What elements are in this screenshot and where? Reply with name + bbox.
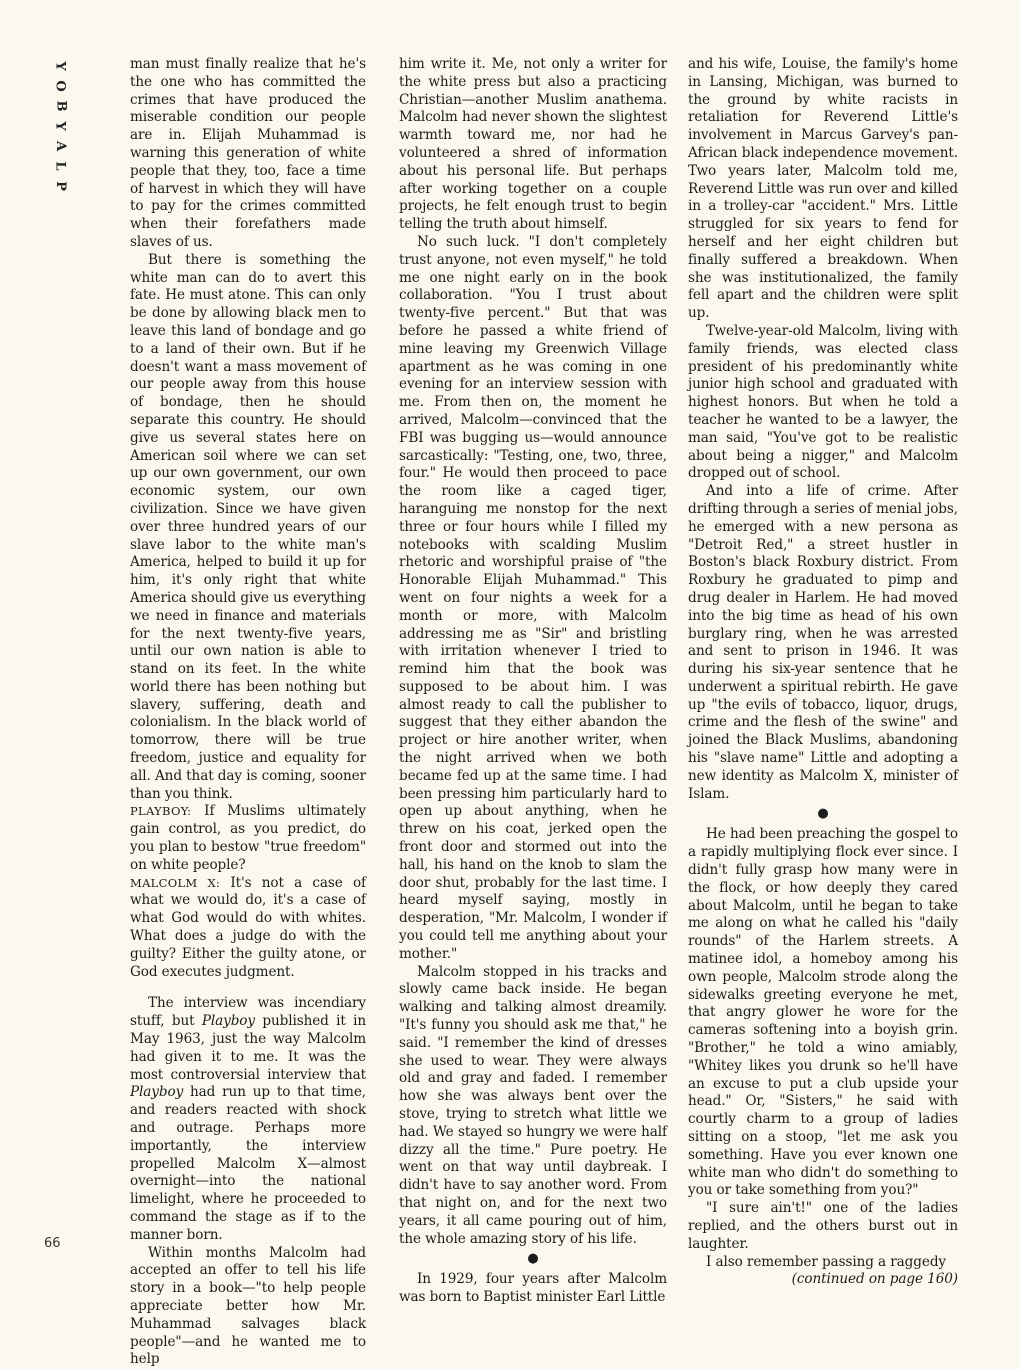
text-run: published it in May 1963, just the way Malcolm had given it to me. It was the most controversial interview that <box>130 1013 366 1083</box>
text-column-2 <box>399 56 667 1307</box>
paragraph: And into a life of crime. After drifting through a series of menial jobs, he emerged with a new persona as "Detroit Red," a street hustler in Boston's black Roxbury district. From Roxbury he graduated to pimp and drug dealer in Harlem. He had moved into the big time as head of his own burglary ring, when he was arrested and sent to prison in 1946. It was during his six-year sentence that he underwent a spiritual rebirth. He gave up "the evils of tobacco, liquor, drugs, crime and the flesh of the swine" and joined the Black Muslims, abandoning his "slave name" Little and adopting a new identity as Malcolm X, minister of Islam. <box>688 483 958 802</box>
magazine-title: Playboy <box>130 1084 184 1101</box>
paragraph: Within months Malcolm had accepted an offer to tell his life story in a book—"to help people appreciate better how Mr. Muhammad salvages black people"—and he wanted me to help <box>130 1244 366 1368</box>
paragraph: Twelve-year-old Malcolm, living with family friends, was elected class president of his predominantly white junior high school and graduated with highest honors. But when he told a teacher he wanted to be a lawyer, the man said, "You've got to be realistic about being a nigger," and Malcolm dropped out of school. <box>688 322 958 482</box>
paragraph: In 1929, four years after Malcolm was born to Baptist minister Earl Little <box>399 1271 667 1306</box>
paragraph: I also remember passing a raggedy <box>706 1253 947 1270</box>
paragraph: him write it. Me, not only a writer for the white press but also a practicing Christian—another Muslim anathema. Malcolm had never shown the slightest warmth toward me, nor had he volunteered a shred of information about his personal life. But perhaps after working together on a couple projects, he felt enough trust to begin telling the truth about himself. <box>399 56 667 233</box>
section-break-bullet: ● <box>817 806 829 822</box>
interview-question <box>130 803 366 874</box>
text-column-1 <box>130 56 366 1369</box>
sidebar-letter: L <box>52 161 68 171</box>
answer-text: It's not a case of what we would do, it's a case of what God would do with whites. What does a judge do with the guilty? Either the guilty atone, or God executes judgment. <box>130 874 366 980</box>
text-column-3 <box>688 56 958 1289</box>
paragraph: No such luck. "I don't completely trust anyone, not even myself," he told me one night early on in the book collaboration. "You I trust about twenty-five percent." But that was before he passed a white friend of mine leaving my Greenwich Village apartment as he was coming in one evening for an interview session with me. From then on, the moment he arrived, Malcolm—convinced that the FBI was bugging us—would announce sarcastically: "Testing, one, two, three, four." He would then proceed to pace the room like a caged tiger, haranguing me nonstop for the next three or four hours while I filled my notebooks with scalding Muslim rhetoric and worshipful praise of "the Honorable Elijah Muhammad." This went on four nights a week for a month or more, with Malcolm addressing me as "Sir" and bristling with irritation whenever I tried to remind him that the book was supposed to be about him. I was almost ready to call the publisher to suggest that they either abandon the project or hire another writer, when the night arrived when we both became fed up at the same time. I had been pressing him particularly hard to open up about anything, when he threw on his coat, jerked open the front door and stormed out into the hall, his hand on the knob to slam the door shut, probably for the last time. I heard myself saying, mostly in desperation, "Mr. Malcolm, I wonder if you could tell me anything about your mother." <box>399 233 667 962</box>
speaker-label: PLAYBOY: <box>130 804 192 819</box>
sidebar-letter: P <box>53 181 68 191</box>
sidebar-letter: Y <box>53 61 68 71</box>
paragraph: and his wife, Louise, the family's home in Lansing, Michigan, was burned to the ground by white racists in retaliation for Reverend Little's involvement in Marcus Garvey's pan-African black independence movement. Two years later, Malcolm told me, Reverend Little was run over and killed in a trolley-car "accident." Mrs. Little struggled for six years to fend for herself and her eight children but finally suffered a breakdown. When she was institutionalized, the family fell apart and the children were split up. <box>688 56 958 322</box>
paragraph: He had been preaching the gospel to a rapidly multiplying flock ever since. I didn't fully grasp how many were in the flock, or how deeply they cared about Malcolm, until he began to take me along on what he called his "daily rounds" of the Harlem streets. A matinee idol, a homeboy among his own people, Malcolm strode along the sidewalks greeting everyone he met, that angry glower he wore for the cameras softening into a boyish grin. "Brother," he told a wino amiably, "Whitey likes you drunk so he'll have an excuse to put a club upside your head." Or, "Sisters," he said with courtly charm to a group of ladies sitting on a stoop, "let me ask you something. Have you ever known one white man who didn't do something to you or take something from you?" <box>688 826 958 1199</box>
sidebar-letter: B <box>53 100 68 112</box>
paragraph <box>130 995 366 1244</box>
sidebar-letter: O <box>52 80 68 92</box>
interview-answer <box>130 875 366 982</box>
magazine-sidebar-logo <box>50 56 70 196</box>
question-text: If Muslims ultimately gain control, as you predict, do you plan to bestow "true freedom" on white people? <box>130 803 366 873</box>
magazine-title: Playboy <box>201 1013 255 1030</box>
section-break-bullet: ● <box>527 1251 539 1267</box>
continued-line[interactable]: (continued on page 160) <box>791 1271 958 1288</box>
page-number: 66 <box>44 1236 61 1251</box>
sidebar-letter: Y <box>53 121 68 131</box>
sidebar-letter: A <box>53 140 68 152</box>
text-run: The interview was incendiary stuff, but <box>130 995 366 1030</box>
paragraph: man must finally realize that he's the one who has committed the crimes that have produced the miserable condition our people are in. Elijah Muhammad is warning this generation of white people that they, too, face a time of harvest in which they will have to pay for the crimes committed when their forefathers made slaves of us. <box>130 56 366 250</box>
paragraph: Malcolm stopped in his tracks and slowly came back inside. He began walking and talking almost dreamily. "It's funny you should ask me that," he said. "I remember the kind of dresses she used to wear. They were always old and gray and faded. I remember how she was always bent over the stove, trying to stretch what little we had. We stayed so hungry we were half dizzy all the time." Pure poetry. He went on that way until daybreak. I didn't have to say another word. From that night on, and for the next two years, it all came pouring out of him, the whole amazing story of his life. <box>399 963 667 1247</box>
paragraph: But there is something the white man can do to avert this fate. He must atone. This can only be done by allowing black men to leave this land of bondage and go to a land of their own. But if he doesn't want a mass movement of our people away from this house of bondage, then he should separate this country. He should give us several states here on American soil where we can set up our own government, our own economic system, our own civilization. Since we have given over three hundred years of our slave labor to the white man's America, helped to build it up for him, it's only right that white America should give us everything we need in finance and materials for the next twenty-five years, until our own nation is able to stand on its feet. In the white world there has been nothing but slavery, suffering, death and colonialism. In the black world of tomorrow, there will be true freedom, justice and equality for all. And that day is coming, sooner than you think. <box>130 251 366 802</box>
speaker-label: MALCOLM X: <box>130 875 221 890</box>
text-run: had run up to that time, and readers reacted with shock and outrage. Perhaps more importantly, the interview propelled Malcolm X—almost overnight—into the national limelight, where he proceeded to command the stage as if to the manner born. <box>130 1084 366 1243</box>
paragraph: "I sure ain't!" one of the ladies replied, and the others burst out in laughter. <box>688 1200 958 1252</box>
